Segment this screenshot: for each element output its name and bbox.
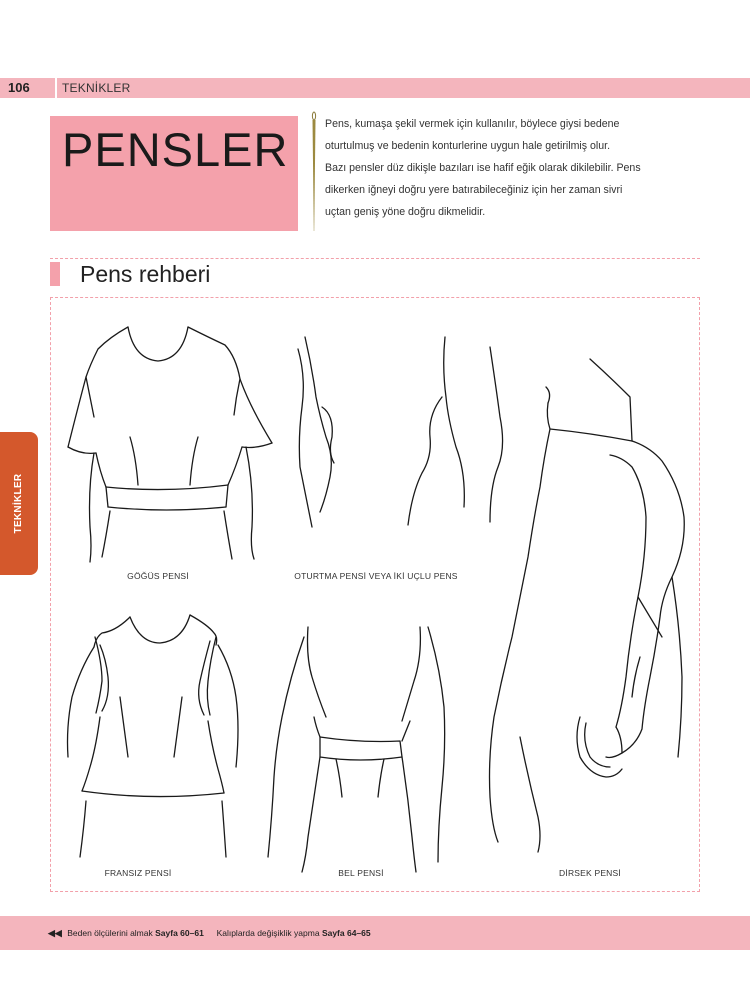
footer-references [48,925,371,941]
fitting-dart-drawing [298,337,503,527]
page-title: PENSLER [62,123,289,176]
side-tab-label: TEKNİKLER [13,473,24,534]
heading-marker [50,262,60,286]
french-dart-drawing [68,615,239,857]
back-arrow-icon: ◀◀ [48,928,62,938]
intro-line: Bazı pensler düz dikişle bazıları ise hafif eğik olarak dikilebilir. Pens [325,162,641,174]
elbow-dart-drawing [490,359,685,852]
intro-line: oturtulmuş ve bedenin konturlerine uygun hale getirilmiş olur. [325,140,611,152]
waist-dart-drawing [268,627,445,872]
caption-waist-dart: BEL PENSİ [338,868,384,878]
footer-ref2-text[interactable]: Kalıplarda değişiklik yapma [216,928,320,938]
bust-dart-drawing [68,327,272,562]
guide-heading: Pens rehberi [80,261,211,287]
needle-icon [311,110,317,232]
intro-line: uçtan geniş yöne doğru dikmelidir. [325,206,486,218]
intro-text [325,113,715,223]
caption-bust-dart: GÖĞÜS PENSİ [127,571,189,581]
caption-french-dart: FRANSIZ PENSİ [104,868,172,878]
intro-line: dikerken iğneyi doğru yere batırabileceğiniz için her zaman sivri [325,184,623,196]
footer-ref1-text[interactable]: Beden ölçülerini almak [67,928,153,938]
dart-illustrations [50,297,700,892]
caption-elbow-dart: DİRSEK PENSİ [559,868,621,878]
intro-line: Pens, kumaşa şekil vermek için kullanılır, böylece giysi bedene [325,118,620,130]
section-name: TEKNİKLER [62,81,131,95]
footer-ref2-page[interactable]: Sayfa 64–65 [321,928,371,938]
caption-fitting-dart: OTURTMA PENSİ VEYA İKİ UÇLU PENS [294,571,458,581]
page-number: 106 [8,80,30,95]
header-divider [55,78,57,98]
footer-ref1-page[interactable]: Sayfa 60–61 [155,928,204,938]
